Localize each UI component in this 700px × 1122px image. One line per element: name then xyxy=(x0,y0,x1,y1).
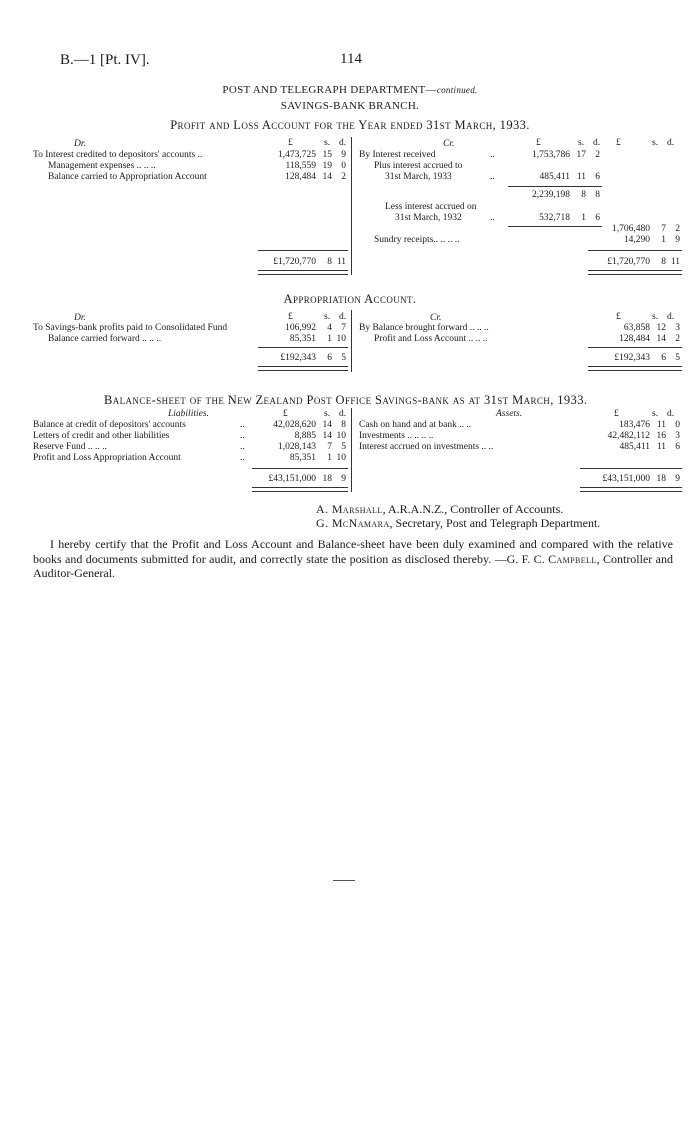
pence-col-head: d. xyxy=(667,409,675,419)
liability-row: Balance at credit of depositors' accounts xyxy=(33,420,186,430)
amount: 15 xyxy=(322,150,332,160)
shilling-col-head: s. xyxy=(652,312,659,322)
amount: 9 xyxy=(341,150,346,160)
amount: 5 xyxy=(341,353,346,363)
dr-label: Dr. xyxy=(74,139,86,149)
page-number: 114 xyxy=(340,51,362,67)
pound-col-head: £ xyxy=(288,312,293,322)
amount: 14 xyxy=(322,172,332,182)
amount: 1,028,143 xyxy=(278,442,316,452)
appropriation-title: Appropriation Account. xyxy=(283,292,417,306)
pence-col-head: d. xyxy=(339,409,347,419)
amount: 6 xyxy=(595,172,600,182)
branch-heading: SAVINGS-BANK BRANCH. xyxy=(280,100,420,112)
asset-row: Investments .. .. .. .. xyxy=(359,431,434,441)
amount: 2 xyxy=(675,334,680,344)
leader-dots: .. xyxy=(240,420,245,430)
amount: 2 xyxy=(595,150,600,160)
amount: 1,473,725 xyxy=(278,150,316,160)
pence-col-head: d. xyxy=(667,138,675,148)
amount: 8 xyxy=(661,257,666,267)
pence-col-head: d. xyxy=(339,138,347,148)
shilling-col-head: s. xyxy=(578,138,585,148)
shilling-col-head: s. xyxy=(324,409,331,419)
amount: 11 xyxy=(576,172,586,182)
debit-row: Management expenses .. .. .. xyxy=(48,161,156,171)
credit-total: £192,343 xyxy=(614,353,650,363)
leader-dots: .. xyxy=(490,150,495,160)
amount: 1 xyxy=(327,334,332,344)
amount: 1 xyxy=(581,213,586,223)
amount: 485,411 xyxy=(619,442,650,452)
double-rule xyxy=(580,487,682,492)
amount: 1,753,786 xyxy=(532,150,570,160)
balance-sheet-title: Balance-sheet of the New Zealand Post Office Savings-bank as at 31st March, 1933. xyxy=(104,393,588,407)
rule xyxy=(580,468,682,469)
amount: 63,858 xyxy=(623,323,650,333)
amount: 14,290 xyxy=(623,235,650,245)
amount: 2 xyxy=(675,224,680,234)
amount: 8 xyxy=(581,190,586,200)
dr-label: Dr. xyxy=(74,313,86,323)
report-reference: B.—1 [Pt. IV]. xyxy=(60,52,150,68)
credit-row: Plus interest accrued to xyxy=(374,161,463,171)
pence-col-head: d. xyxy=(593,138,601,148)
leader-dots: .. xyxy=(240,431,245,441)
signature-secretary: G. McNamara, Secretary, Post and Telegraph Department. xyxy=(316,516,601,530)
credit-row: Sundry receipts.. .. .. .. xyxy=(374,235,460,245)
amount: 10 xyxy=(336,431,346,441)
amount: 7 xyxy=(661,224,666,234)
amount: 17 xyxy=(576,150,586,160)
subtotal: 2,239,198 xyxy=(532,190,570,200)
pence-col-head: d. xyxy=(667,312,675,322)
amount: 9 xyxy=(341,474,346,484)
debit-total: £192,343 xyxy=(280,353,316,363)
pound-col-head: £ xyxy=(536,138,541,148)
net-interest: 1,706,480 xyxy=(612,224,650,234)
amount: 183,476 xyxy=(619,420,650,430)
debit-row: Balance carried to Appropriation Account xyxy=(48,172,207,182)
amount: 7 xyxy=(327,442,332,452)
shilling-col-head: s. xyxy=(324,138,331,148)
cr-label: Cr. xyxy=(443,139,455,149)
profit-loss-title: Profit and Loss Account for the Year ended 31st March, 1933. xyxy=(170,118,530,132)
pound-col-head: £ xyxy=(614,409,619,419)
liabilities-total: £43,151,000 xyxy=(268,474,316,484)
credit-row: By Interest received xyxy=(359,150,436,160)
amount: 7 xyxy=(341,323,346,333)
amount: 11 xyxy=(656,442,666,452)
amount: 118,559 xyxy=(285,161,316,171)
amount: 10 xyxy=(336,453,346,463)
pound-col-head: £ xyxy=(616,312,621,322)
credit-row: 31st March, 1933 xyxy=(385,172,452,182)
credit-row: By Balance brought forward .. .. .. xyxy=(359,323,489,333)
amount: 11 xyxy=(670,257,680,267)
amount: 485,411 xyxy=(539,172,570,182)
amount: 11 xyxy=(336,257,346,267)
amount: 18 xyxy=(656,474,666,484)
debit-total: £1,720,770 xyxy=(273,257,316,267)
amount: 9 xyxy=(675,474,680,484)
shilling-col-head: s. xyxy=(324,312,331,322)
amount: 14 xyxy=(322,431,332,441)
asset-row: Interest accrued on investments .. .. xyxy=(359,442,494,452)
amount: 8 xyxy=(341,420,346,430)
amount: 128,484 xyxy=(285,172,316,182)
amount: 14 xyxy=(656,334,666,344)
credit-row: Less interest accrued on xyxy=(385,202,477,212)
amount: 1 xyxy=(661,235,666,245)
pound-col-head: £ xyxy=(283,409,288,419)
shilling-col-head: s. xyxy=(652,138,659,148)
asset-row: Cash on hand and at bank .. .. xyxy=(359,420,472,430)
amount: 42,028,620 xyxy=(273,420,316,430)
footer-rule xyxy=(333,880,355,881)
shilling-col-head: s. xyxy=(652,409,659,419)
audit-certificate: I hereby certify that the Profit and Loss Account and Balance-sheet have been duly examined and compared with the relative books and documents submitted for audit, and correctly state the position as disclosed thereby. —G. F. C. Campbell, Controller and Auditor-General. xyxy=(33,537,673,580)
amount: 11 xyxy=(656,420,666,430)
amount: 0 xyxy=(341,161,346,171)
amount: 85,351 xyxy=(289,334,316,344)
assets-total: £43,151,000 xyxy=(602,474,650,484)
amount: 9 xyxy=(675,235,680,245)
amount: 2 xyxy=(341,172,346,182)
amount: 18 xyxy=(322,474,332,484)
amount: 8,885 xyxy=(294,431,316,441)
amount: 5 xyxy=(341,442,346,452)
leader-dots: .. xyxy=(490,213,495,223)
credit-row: 31st March, 1932 xyxy=(395,213,462,223)
amount: 532,718 xyxy=(539,213,570,223)
department-heading: POST AND TELEGRAPH DEPARTMENT—continued. xyxy=(222,84,478,96)
debit-row: To Interest credited to depositors' accounts .. xyxy=(33,150,203,160)
leader-dots: .. xyxy=(240,453,245,463)
pence-col-head: d. xyxy=(339,312,347,322)
amount: 1 xyxy=(327,453,332,463)
double-rule xyxy=(252,487,348,492)
amount: 12 xyxy=(656,323,666,333)
amount: 85,351 xyxy=(289,453,316,463)
amount: 4 xyxy=(327,323,332,333)
debit-row: Balance carried forward .. .. .. xyxy=(48,334,162,344)
amount: 8 xyxy=(327,257,332,267)
amount: 16 xyxy=(656,431,666,441)
amount: 6 xyxy=(661,353,666,363)
amount: 106,992 xyxy=(285,323,316,333)
amount: 128,484 xyxy=(619,334,650,344)
amount: 3 xyxy=(675,323,680,333)
leader-dots: .. xyxy=(240,442,245,452)
amount: 19 xyxy=(322,161,332,171)
amount: 42,482,112 xyxy=(607,431,650,441)
liability-row: Letters of credit and other liabilities xyxy=(33,431,170,441)
pound-col-head: £ xyxy=(288,138,293,148)
amount: 8 xyxy=(595,190,600,200)
credit-row: Profit and Loss Account .. .. .. xyxy=(374,334,488,344)
rule xyxy=(252,468,348,469)
signature-controller: A. Marshall, A.R.A.N.Z., Controller of Accounts. xyxy=(316,502,564,516)
amount: 0 xyxy=(675,420,680,430)
liabilities-heading: Liabilities. xyxy=(168,409,209,419)
amount: 10 xyxy=(336,334,346,344)
liability-row: Profit and Loss Appropriation Account xyxy=(33,453,181,463)
amount: 6 xyxy=(675,442,680,452)
credit-total: £1,720,770 xyxy=(607,257,650,267)
amount: 6 xyxy=(327,353,332,363)
liability-row: Reserve Fund .. .. .. xyxy=(33,442,107,452)
pound-col-head: £ xyxy=(616,138,621,148)
leader-dots: .. xyxy=(490,172,495,182)
cr-label: Cr. xyxy=(430,313,442,323)
debit-row: To Savings-bank profits paid to Consolidated Fund xyxy=(33,323,228,333)
amount: 6 xyxy=(595,213,600,223)
column-divider xyxy=(351,408,352,492)
amount: 14 xyxy=(322,420,332,430)
amount: 5 xyxy=(675,353,680,363)
assets-heading: Assets. xyxy=(496,409,523,419)
amount: 3 xyxy=(675,431,680,441)
